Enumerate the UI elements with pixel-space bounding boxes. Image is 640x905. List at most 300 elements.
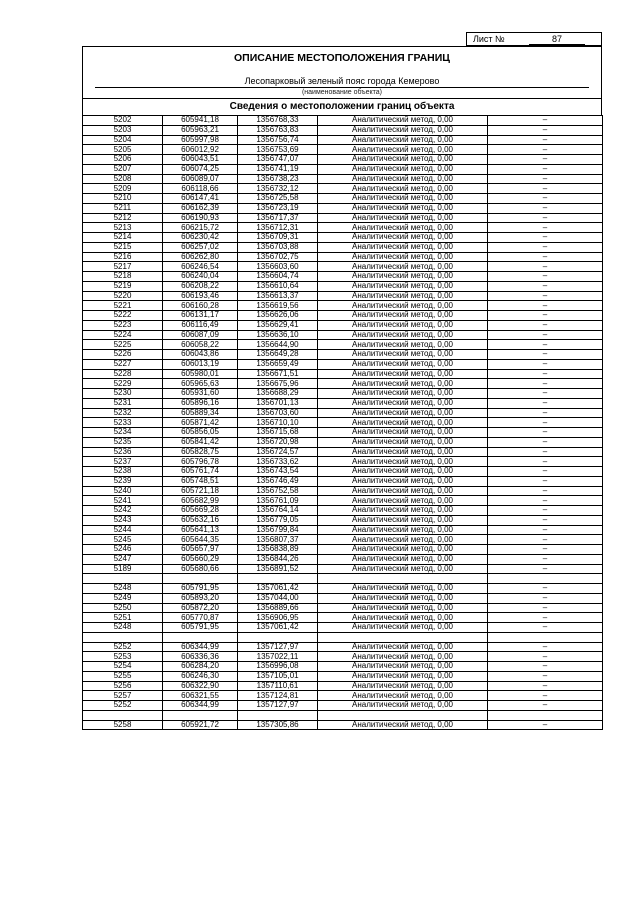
method-cell: Аналитический метод, 0,00 [318, 720, 488, 730]
x-coordinate-cell: 606336,36 [163, 652, 238, 662]
y-coordinate-cell: 1356703,60 [238, 408, 318, 418]
y-coordinate-cell: 1356753,69 [238, 145, 318, 155]
method-cell: Аналитический метод, 0,00 [318, 584, 488, 594]
accuracy-cell: – [488, 301, 603, 311]
method-cell: Аналитический метод, 0,00 [318, 135, 488, 145]
point-number-cell: 5221 [83, 301, 163, 311]
point-number-cell [83, 710, 163, 720]
method-cell: Аналитический метод, 0,00 [318, 125, 488, 135]
point-number-cell: 5248 [83, 584, 163, 594]
y-coordinate-cell: 1356675,96 [238, 379, 318, 389]
point-number-cell: 5235 [83, 437, 163, 447]
method-cell: Аналитический метод, 0,00 [318, 476, 488, 486]
point-number-cell: 5240 [83, 486, 163, 496]
y-coordinate-cell: 1356619,56 [238, 301, 318, 311]
table-row [83, 486, 603, 496]
x-coordinate-cell: 605632,16 [163, 515, 238, 525]
method-cell: Аналитический метод, 0,00 [318, 301, 488, 311]
x-coordinate-cell: 606193,46 [163, 291, 238, 301]
accuracy-cell: – [488, 291, 603, 301]
accuracy-cell: – [488, 476, 603, 486]
point-number-cell: 5205 [83, 145, 163, 155]
y-coordinate-cell: 1356720,98 [238, 437, 318, 447]
x-coordinate-cell: 606147,41 [163, 194, 238, 204]
x-coordinate-cell: 605893,20 [163, 593, 238, 603]
accuracy-cell: – [488, 623, 603, 633]
x-coordinate-cell: 606131,17 [163, 311, 238, 321]
accuracy-cell: – [488, 515, 603, 525]
table-row [83, 340, 603, 350]
y-coordinate-cell: 1356671,51 [238, 369, 318, 379]
point-number-cell: 5224 [83, 330, 163, 340]
table-row [83, 603, 603, 613]
accuracy-cell: – [488, 554, 603, 564]
y-coordinate-cell: 1356688,29 [238, 389, 318, 399]
sheet-number-row [82, 32, 602, 46]
method-cell: Аналитический метод, 0,00 [318, 701, 488, 711]
x-coordinate-cell: 605921,72 [163, 720, 238, 730]
method-cell: Аналитический метод, 0,00 [318, 233, 488, 243]
x-coordinate-cell: 605644,35 [163, 535, 238, 545]
y-coordinate-cell: 1356703,88 [238, 242, 318, 252]
table-row [83, 584, 603, 594]
accuracy-cell: – [488, 203, 603, 213]
point-number-cell: 5244 [83, 525, 163, 535]
x-coordinate-cell [163, 710, 238, 720]
y-coordinate-cell: 1357305,86 [238, 720, 318, 730]
accuracy-cell: – [488, 389, 603, 399]
method-cell: Аналитический метод, 0,00 [318, 320, 488, 330]
point-number-cell: 5243 [83, 515, 163, 525]
table-row [83, 194, 603, 204]
y-coordinate-cell: 1356996,08 [238, 662, 318, 672]
table-row [83, 125, 603, 135]
accuracy-cell [488, 710, 603, 720]
x-coordinate-cell: 606013,19 [163, 359, 238, 369]
x-coordinate-cell: 605965,63 [163, 379, 238, 389]
y-coordinate-cell: 1356743,54 [238, 467, 318, 477]
x-coordinate-cell: 606240,04 [163, 272, 238, 282]
point-number-cell: 5220 [83, 291, 163, 301]
table-row [83, 155, 603, 165]
x-coordinate-cell: 606160,28 [163, 301, 238, 311]
accuracy-cell: – [488, 613, 603, 623]
accuracy-cell: – [488, 525, 603, 535]
table-row [83, 593, 603, 603]
accuracy-cell: – [488, 164, 603, 174]
table-row [83, 116, 603, 126]
y-coordinate-cell: 1356644,90 [238, 340, 318, 350]
table-row [83, 350, 603, 360]
x-coordinate-cell: 605641,13 [163, 525, 238, 535]
method-cell: Аналитический метод, 0,00 [318, 437, 488, 447]
table-row [83, 720, 603, 730]
point-number-cell: 5256 [83, 681, 163, 691]
point-number-cell: 5211 [83, 203, 163, 213]
method-cell: Аналитический метод, 0,00 [318, 447, 488, 457]
method-cell: Аналитический метод, 0,00 [318, 408, 488, 418]
point-number-cell: 5218 [83, 272, 163, 282]
table-row [83, 135, 603, 145]
point-number-cell: 5225 [83, 340, 163, 350]
y-coordinate-cell: 1356756,74 [238, 135, 318, 145]
accuracy-cell: – [488, 564, 603, 574]
point-number-cell: 5238 [83, 467, 163, 477]
table-gap-row [83, 632, 603, 642]
accuracy-cell: – [488, 701, 603, 711]
point-number-cell: 5204 [83, 135, 163, 145]
point-number-cell: 5257 [83, 691, 163, 701]
point-number-cell: 5246 [83, 545, 163, 555]
y-coordinate-cell: 1357124,81 [238, 691, 318, 701]
point-number-cell: 5241 [83, 496, 163, 506]
y-coordinate-cell: 1357127,97 [238, 701, 318, 711]
point-number-cell: 5248 [83, 623, 163, 633]
accuracy-cell: – [488, 418, 603, 428]
table-row [83, 515, 603, 525]
table-row [83, 291, 603, 301]
accuracy-cell: – [488, 262, 603, 272]
method-cell: Аналитический метод, 0,00 [318, 593, 488, 603]
x-coordinate-cell: 606058,22 [163, 340, 238, 350]
sheet-label: Лист № [473, 34, 505, 44]
point-number-cell: 5222 [83, 311, 163, 321]
x-coordinate-cell: 605660,29 [163, 554, 238, 564]
accuracy-cell: – [488, 496, 603, 506]
method-cell: Аналитический метод, 0,00 [318, 281, 488, 291]
method-cell: Аналитический метод, 0,00 [318, 496, 488, 506]
method-cell: Аналитический метод, 0,00 [318, 174, 488, 184]
method-cell: Аналитический метод, 0,00 [318, 564, 488, 574]
y-coordinate-cell: 1357127,97 [238, 642, 318, 652]
method-cell: Аналитический метод, 0,00 [318, 545, 488, 555]
x-coordinate-cell: 605791,95 [163, 623, 238, 633]
object-name: Лесопарковый зеленый пояс города Кемерово [244, 76, 440, 86]
method-cell: Аналитический метод, 0,00 [318, 681, 488, 691]
accuracy-cell: – [488, 213, 603, 223]
accuracy-cell: – [488, 486, 603, 496]
y-coordinate-cell: 1356799,84 [238, 525, 318, 535]
document-header [82, 46, 602, 115]
x-coordinate-cell: 605872,20 [163, 603, 238, 613]
y-coordinate-cell: 1356732,12 [238, 184, 318, 194]
sheet-number-box [466, 32, 602, 46]
point-number-cell: 5237 [83, 457, 163, 467]
point-number-cell [83, 632, 163, 642]
point-number-cell: 5231 [83, 398, 163, 408]
x-coordinate-cell: 605770,87 [163, 613, 238, 623]
accuracy-cell: – [488, 330, 603, 340]
method-cell: Аналитический метод, 0,00 [318, 291, 488, 301]
table-row [83, 447, 603, 457]
y-coordinate-cell: 1356629,41 [238, 320, 318, 330]
method-cell: Аналитический метод, 0,00 [318, 272, 488, 282]
section-title: Сведения о местоположении границ объекта [83, 98, 601, 115]
method-cell: Аналитический метод, 0,00 [318, 554, 488, 564]
x-coordinate-cell: 605721,18 [163, 486, 238, 496]
table-row [83, 691, 603, 701]
method-cell: Аналитический метод, 0,00 [318, 359, 488, 369]
accuracy-cell: – [488, 194, 603, 204]
point-number-cell: 5223 [83, 320, 163, 330]
table-row [83, 701, 603, 711]
object-name-caption: (наименование объекта) [301, 89, 383, 96]
table-row [83, 262, 603, 272]
table-row [83, 174, 603, 184]
accuracy-cell: – [488, 359, 603, 369]
y-coordinate-cell: 1356764,14 [238, 506, 318, 516]
method-cell: Аналитический метод, 0,00 [318, 252, 488, 262]
point-number-cell: 5189 [83, 564, 163, 574]
y-coordinate-cell: 1356906,95 [238, 613, 318, 623]
x-coordinate-cell: 606074,25 [163, 164, 238, 174]
x-coordinate-cell: 605931,60 [163, 389, 238, 399]
accuracy-cell: – [488, 184, 603, 194]
y-coordinate-cell: 1357105,01 [238, 671, 318, 681]
x-coordinate-cell: 605748,51 [163, 476, 238, 486]
method-cell: Аналитический метод, 0,00 [318, 671, 488, 681]
point-number-cell: 5208 [83, 174, 163, 184]
point-number-cell: 5252 [83, 701, 163, 711]
y-coordinate-cell: 1356701,13 [238, 398, 318, 408]
table-row [83, 389, 603, 399]
method-cell: Аналитический метод, 0,00 [318, 203, 488, 213]
method-cell: Аналитический метод, 0,00 [318, 116, 488, 126]
table-row [83, 506, 603, 516]
y-coordinate-cell: 1356712,31 [238, 223, 318, 233]
accuracy-cell: – [488, 681, 603, 691]
y-coordinate-cell: 1356717,37 [238, 213, 318, 223]
y-coordinate-cell: 1356838,89 [238, 545, 318, 555]
point-number-cell: 5247 [83, 554, 163, 564]
table-row [83, 145, 603, 155]
accuracy-cell: – [488, 593, 603, 603]
point-number-cell: 5227 [83, 359, 163, 369]
x-coordinate-cell: 605791,95 [163, 584, 238, 594]
point-number-cell: 5226 [83, 350, 163, 360]
x-coordinate-cell: 606344,99 [163, 642, 238, 652]
table-row [83, 671, 603, 681]
y-coordinate-cell: 1356761,09 [238, 496, 318, 506]
accuracy-cell: – [488, 281, 603, 291]
coordinates-table [82, 115, 603, 730]
x-coordinate-cell: 605669,28 [163, 506, 238, 516]
x-coordinate-cell: 606257,02 [163, 242, 238, 252]
coordinates-table-body [83, 116, 603, 730]
y-coordinate-cell: 1356779,05 [238, 515, 318, 525]
x-coordinate-cell: 606190,93 [163, 213, 238, 223]
x-coordinate-cell: 606162,39 [163, 203, 238, 213]
table-row [83, 428, 603, 438]
method-cell: Аналитический метод, 0,00 [318, 262, 488, 272]
sheet-number: 87 [529, 34, 585, 45]
accuracy-cell: – [488, 223, 603, 233]
x-coordinate-cell: 606322,90 [163, 681, 238, 691]
method-cell: Аналитический метод, 0,00 [318, 242, 488, 252]
table-row [83, 642, 603, 652]
y-coordinate-cell: 1356738,23 [238, 174, 318, 184]
table-row [83, 613, 603, 623]
table-row [83, 223, 603, 233]
y-coordinate-cell: 1356603,60 [238, 262, 318, 272]
x-coordinate-cell: 605796,78 [163, 457, 238, 467]
point-number-cell: 5217 [83, 262, 163, 272]
x-coordinate-cell: 606246,54 [163, 262, 238, 272]
method-cell: Аналитический метод, 0,00 [318, 350, 488, 360]
table-row [83, 535, 603, 545]
accuracy-cell: – [488, 233, 603, 243]
x-coordinate-cell: 606230,42 [163, 233, 238, 243]
y-coordinate-cell: 1356724,57 [238, 447, 318, 457]
accuracy-cell: – [488, 447, 603, 457]
method-cell: Аналитический метод, 0,00 [318, 515, 488, 525]
point-number-cell: 5234 [83, 428, 163, 438]
table-row [83, 184, 603, 194]
accuracy-cell: – [488, 350, 603, 360]
method-cell: Аналитический метод, 0,00 [318, 642, 488, 652]
accuracy-cell: – [488, 340, 603, 350]
point-number-cell: 5236 [83, 447, 163, 457]
y-coordinate-cell: 1356746,49 [238, 476, 318, 486]
y-coordinate-cell: 1356626,06 [238, 311, 318, 321]
table-row [83, 554, 603, 564]
method-cell: Аналитический метод, 0,00 [318, 389, 488, 399]
accuracy-cell: – [488, 155, 603, 165]
point-number-cell: 5252 [83, 642, 163, 652]
x-coordinate-cell: 605871,42 [163, 418, 238, 428]
table-row [83, 408, 603, 418]
accuracy-cell: – [488, 379, 603, 389]
document-title: ОПИСАНИЕ МЕСТОПОЛОЖЕНИЯ ГРАНИЦ [234, 52, 450, 64]
table-row [83, 272, 603, 282]
accuracy-cell: – [488, 506, 603, 516]
accuracy-cell: – [488, 252, 603, 262]
point-number-cell: 5203 [83, 125, 163, 135]
table-row [83, 242, 603, 252]
y-coordinate-cell: 1356763,83 [238, 125, 318, 135]
y-coordinate-cell: 1357061,42 [238, 623, 318, 633]
y-coordinate-cell: 1356604,74 [238, 272, 318, 282]
method-cell: Аналитический метод, 0,00 [318, 457, 488, 467]
method-cell: Аналитический метод, 0,00 [318, 145, 488, 155]
point-number-cell: 5258 [83, 720, 163, 730]
x-coordinate-cell: 606118,66 [163, 184, 238, 194]
method-cell: Аналитический метод, 0,00 [318, 213, 488, 223]
point-number-cell: 5212 [83, 213, 163, 223]
method-cell: Аналитический метод, 0,00 [318, 613, 488, 623]
x-coordinate-cell: 606043,86 [163, 350, 238, 360]
y-coordinate-cell: 1356715,68 [238, 428, 318, 438]
point-number-cell: 5213 [83, 223, 163, 233]
x-coordinate-cell: 605680,66 [163, 564, 238, 574]
method-cell: Аналитический метод, 0,00 [318, 486, 488, 496]
accuracy-cell: – [488, 125, 603, 135]
point-number-cell [83, 574, 163, 584]
table-row [83, 320, 603, 330]
y-coordinate-cell: 1356891,52 [238, 564, 318, 574]
x-coordinate-cell: 605980,01 [163, 369, 238, 379]
method-cell: Аналитический метод, 0,00 [318, 330, 488, 340]
accuracy-cell: – [488, 691, 603, 701]
accuracy-cell: – [488, 311, 603, 321]
y-coordinate-cell: 1356733,62 [238, 457, 318, 467]
table-row [83, 330, 603, 340]
method-cell [318, 710, 488, 720]
table-row [83, 379, 603, 389]
x-coordinate-cell [163, 632, 238, 642]
table-row [83, 281, 603, 291]
y-coordinate-cell: 1356649,28 [238, 350, 318, 360]
method-cell: Аналитический метод, 0,00 [318, 155, 488, 165]
point-number-cell: 5228 [83, 369, 163, 379]
table-gap-row [83, 574, 603, 584]
point-number-cell: 5245 [83, 535, 163, 545]
accuracy-cell: – [488, 642, 603, 652]
accuracy-cell: – [488, 603, 603, 613]
method-cell: Аналитический метод, 0,00 [318, 623, 488, 633]
y-coordinate-cell [238, 710, 318, 720]
y-coordinate-cell: 1356723,19 [238, 203, 318, 213]
y-coordinate-cell: 1357061,42 [238, 584, 318, 594]
x-coordinate-cell: 606208,22 [163, 281, 238, 291]
method-cell [318, 574, 488, 584]
point-number-cell: 5202 [83, 116, 163, 126]
table-row [83, 662, 603, 672]
accuracy-cell: – [488, 584, 603, 594]
y-coordinate-cell: 1356768,33 [238, 116, 318, 126]
point-number-cell: 5239 [83, 476, 163, 486]
method-cell: Аналитический метод, 0,00 [318, 691, 488, 701]
point-number-cell: 5207 [83, 164, 163, 174]
table-row [83, 398, 603, 408]
table-row [83, 252, 603, 262]
x-coordinate-cell: 605682,99 [163, 496, 238, 506]
table-row [83, 564, 603, 574]
point-number-cell: 5214 [83, 233, 163, 243]
method-cell: Аналитический метод, 0,00 [318, 379, 488, 389]
accuracy-cell [488, 632, 603, 642]
x-coordinate-cell: 606321,55 [163, 691, 238, 701]
x-coordinate-cell: 605941,18 [163, 116, 238, 126]
method-cell: Аналитический метод, 0,00 [318, 428, 488, 438]
x-coordinate-cell: 605657,97 [163, 545, 238, 555]
method-cell: Аналитический метод, 0,00 [318, 223, 488, 233]
table-row [83, 233, 603, 243]
accuracy-cell: – [488, 174, 603, 184]
method-cell: Аналитический метод, 0,00 [318, 194, 488, 204]
x-coordinate-cell: 606246,30 [163, 671, 238, 681]
x-coordinate-cell: 606344,99 [163, 701, 238, 711]
x-coordinate-cell: 606089,07 [163, 174, 238, 184]
accuracy-cell [488, 574, 603, 584]
table-row [83, 681, 603, 691]
table-gap-row [83, 710, 603, 720]
table-row [83, 164, 603, 174]
table-row [83, 437, 603, 447]
accuracy-cell: – [488, 662, 603, 672]
x-coordinate-cell: 605761,74 [163, 467, 238, 477]
y-coordinate-cell: 1356709,31 [238, 233, 318, 243]
accuracy-cell: – [488, 320, 603, 330]
accuracy-cell: – [488, 408, 603, 418]
y-coordinate-cell: 1356636,10 [238, 330, 318, 340]
y-coordinate-cell: 1356725,58 [238, 194, 318, 204]
x-coordinate-cell: 606262,80 [163, 252, 238, 262]
table-row [83, 476, 603, 486]
x-coordinate-cell: 606043,51 [163, 155, 238, 165]
y-coordinate-cell: 1356752,58 [238, 486, 318, 496]
x-coordinate-cell: 605963,21 [163, 125, 238, 135]
